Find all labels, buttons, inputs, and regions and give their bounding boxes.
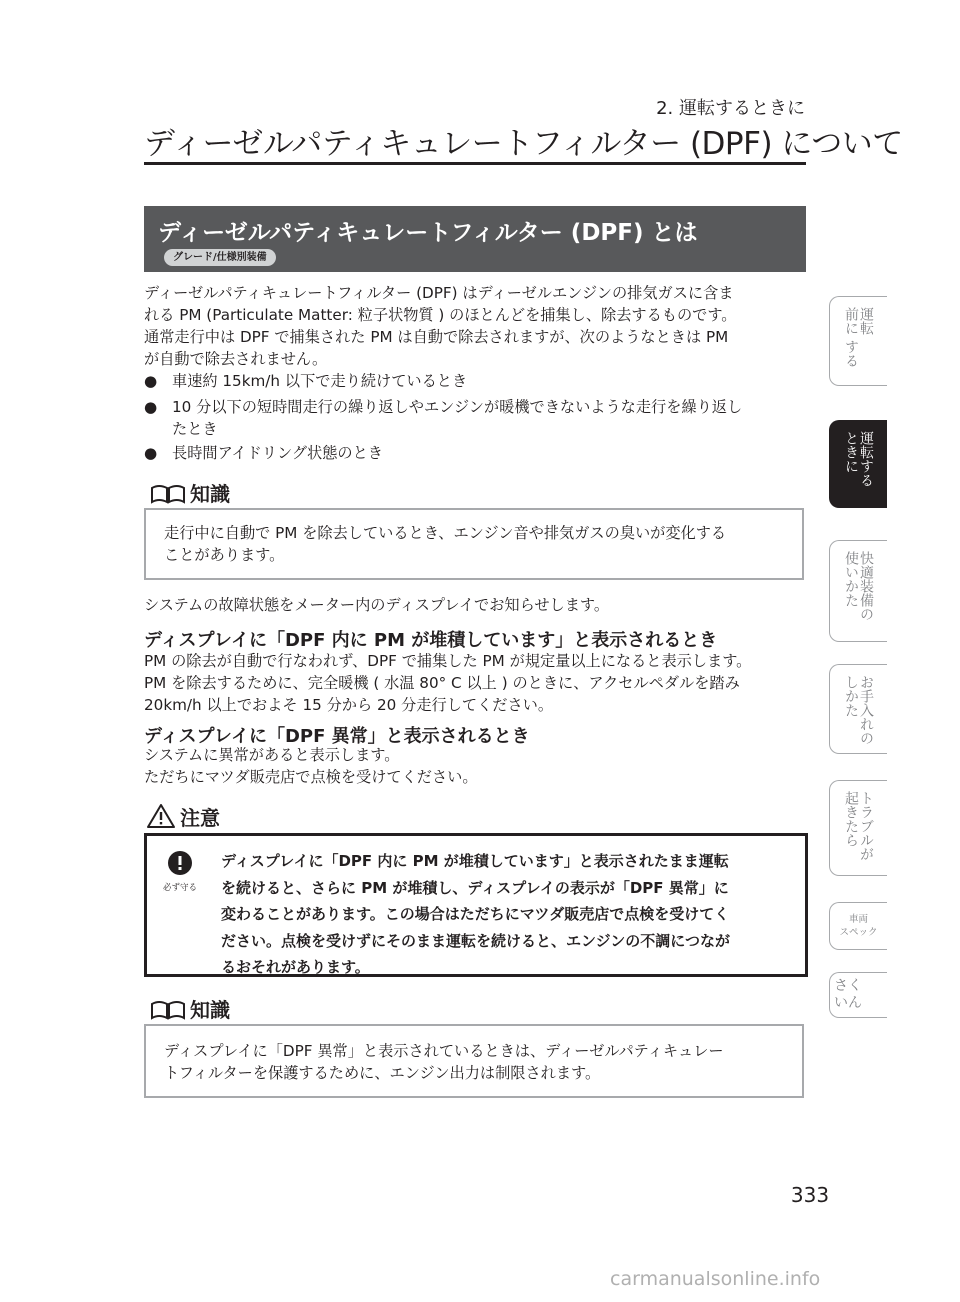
side-tab-maintenance[interactable] — [829, 664, 887, 754]
title-rule — [144, 162, 806, 165]
side-tab-label: トラブルが 起きたら — [843, 791, 874, 861]
caution-line: ディスプレイに「DPF 内に PM が堆積しています」と表示されたまま運転 — [221, 852, 729, 870]
side-tab-label: 運転する ときに — [843, 431, 874, 487]
subsection-heading: ディスプレイに「DPF 異常」と表示されるとき — [144, 726, 530, 747]
side-tab-label: お手入れの しかた — [843, 675, 874, 745]
knowledge-text — [164, 1040, 724, 1084]
chapter-label: 2. 運転するときに — [656, 98, 805, 119]
caution-heading — [146, 802, 220, 831]
caution-line: ださい。点検を受けずにそのまま運転を続けると、エンジンの不調につなが — [221, 931, 730, 950]
caution-line: 変わることがあります。この場合はただちにマツダ販売店で点検を受けてく — [221, 905, 730, 923]
bullet-icon: ● — [144, 444, 158, 462]
intro-line: 通常走行中は DPF で捕集された PM は自動で除去されますが、次のようなときは PM — [144, 328, 729, 346]
body-line: PM の除去が自動で行なわれず、DPF で捕集した PM が規定量以上になると表示します。 — [144, 652, 752, 670]
subsection-body — [144, 650, 808, 716]
bullet-icon: ● — [144, 398, 158, 416]
must-follow-caption: 必ず守る — [163, 883, 198, 893]
body-line: 20km/h 以上でおよそ 15 分から 20 分走行してください。 — [144, 696, 554, 714]
page-title: ディーゼルパティキュレートフィルター (DPF) について — [144, 126, 903, 162]
caution-label: 注意 — [180, 806, 220, 830]
system-text: システムの故障状態をメーター内のディスプレイでお知らせします。 — [144, 596, 610, 614]
list-item-line: たとき — [172, 420, 218, 438]
knowledge-heading — [150, 994, 230, 1023]
caution-text — [221, 848, 730, 981]
list-item-text: 車速約 15km/h 以下で走り続けているとき — [172, 372, 468, 390]
book-icon — [150, 999, 186, 1021]
section-banner — [144, 206, 806, 272]
page-number: 333 — [790, 1183, 830, 1207]
knowledge-text — [164, 522, 726, 566]
body-line: ただちにマツダ販売店で点検を受けてください。 — [144, 768, 478, 786]
body-line: PM を除去するために、完全暖機 ( 水温 80° C 以上 ) のときに、アクセルペダルを踏み — [144, 674, 740, 692]
side-tab-label: 運転 前に する — [843, 307, 874, 368]
intro-line: が自動で除去されません。 — [144, 350, 328, 368]
side-tab-label: 車両 スペック — [839, 914, 878, 938]
knowledge-label: 知識 — [190, 482, 230, 506]
knowledge-box — [144, 508, 804, 580]
book-icon — [150, 483, 186, 505]
body-line: システムに異常があると表示します。 — [144, 746, 400, 764]
side-tab-label: 快適装備の 使いかた — [843, 551, 874, 621]
side-tab-specs[interactable] — [829, 902, 887, 950]
knowledge-box — [144, 1024, 804, 1098]
must-follow-icon — [163, 850, 197, 893]
knowledge-heading — [150, 478, 230, 507]
exclamation-circle-icon — [167, 850, 193, 876]
side-tab-troubleshooting[interactable] — [829, 780, 887, 876]
watermark: carmanualsonline.info — [610, 1268, 821, 1290]
side-tab-label: さく いん — [834, 978, 862, 1011]
caution-box — [144, 833, 808, 977]
list-item-text: 長時間アイドリング状態のとき — [172, 444, 383, 462]
subsection-heading: ディスプレイに「DPF 内に PM が堆積しています」と表示されるとき — [144, 630, 718, 651]
intro-paragraph — [144, 282, 808, 370]
intro-line: ディーゼルパティキュレートフィルター (DPF) はディーゼルエンジンの排気ガスに含ま — [144, 284, 734, 302]
side-tab-driving[interactable] — [829, 420, 887, 508]
subsection-body — [144, 744, 478, 788]
knowledge-line: ディスプレイに「DPF 異常」と表示されているときは、ディーゼルパティキュレー — [164, 1042, 724, 1060]
side-tab-index[interactable] — [829, 972, 887, 1018]
side-tab-before-driving[interactable] — [829, 296, 887, 386]
caution-line: るおそれがあります。 — [221, 958, 370, 976]
intro-line: れる PM (Particulate Matter: 粒子状物質 ) のほとんどを捕集し、除去するものです。 — [144, 306, 737, 324]
knowledge-label: 知識 — [190, 998, 230, 1022]
list-item-line: 10 分以下の短時間走行の繰り返しやエンジンが暖機できないような走行を繰り返し — [172, 398, 743, 416]
knowledge-line: 走行中に自動で PM を除去しているとき、エンジン音や排気ガスの臭いが変化する — [164, 524, 727, 542]
warning-triangle-icon — [146, 803, 176, 829]
grade-badge: グレード/仕様別装備 — [164, 249, 276, 266]
knowledge-line: ことがあります。 — [164, 546, 285, 564]
caution-line: を続けると、さらに PM が堆積し、ディスプレイの表示が「DPF 異常」に — [221, 878, 729, 897]
section-title: ディーゼルパティキュレートフィルター (DPF) とは — [158, 220, 698, 246]
list-item-text — [172, 396, 742, 440]
knowledge-line: トフィルターを保護するために、エンジン出力は制限されます。 — [164, 1064, 601, 1082]
side-tab-comfort-equipment[interactable] — [829, 540, 887, 642]
bullet-icon: ● — [144, 372, 158, 390]
